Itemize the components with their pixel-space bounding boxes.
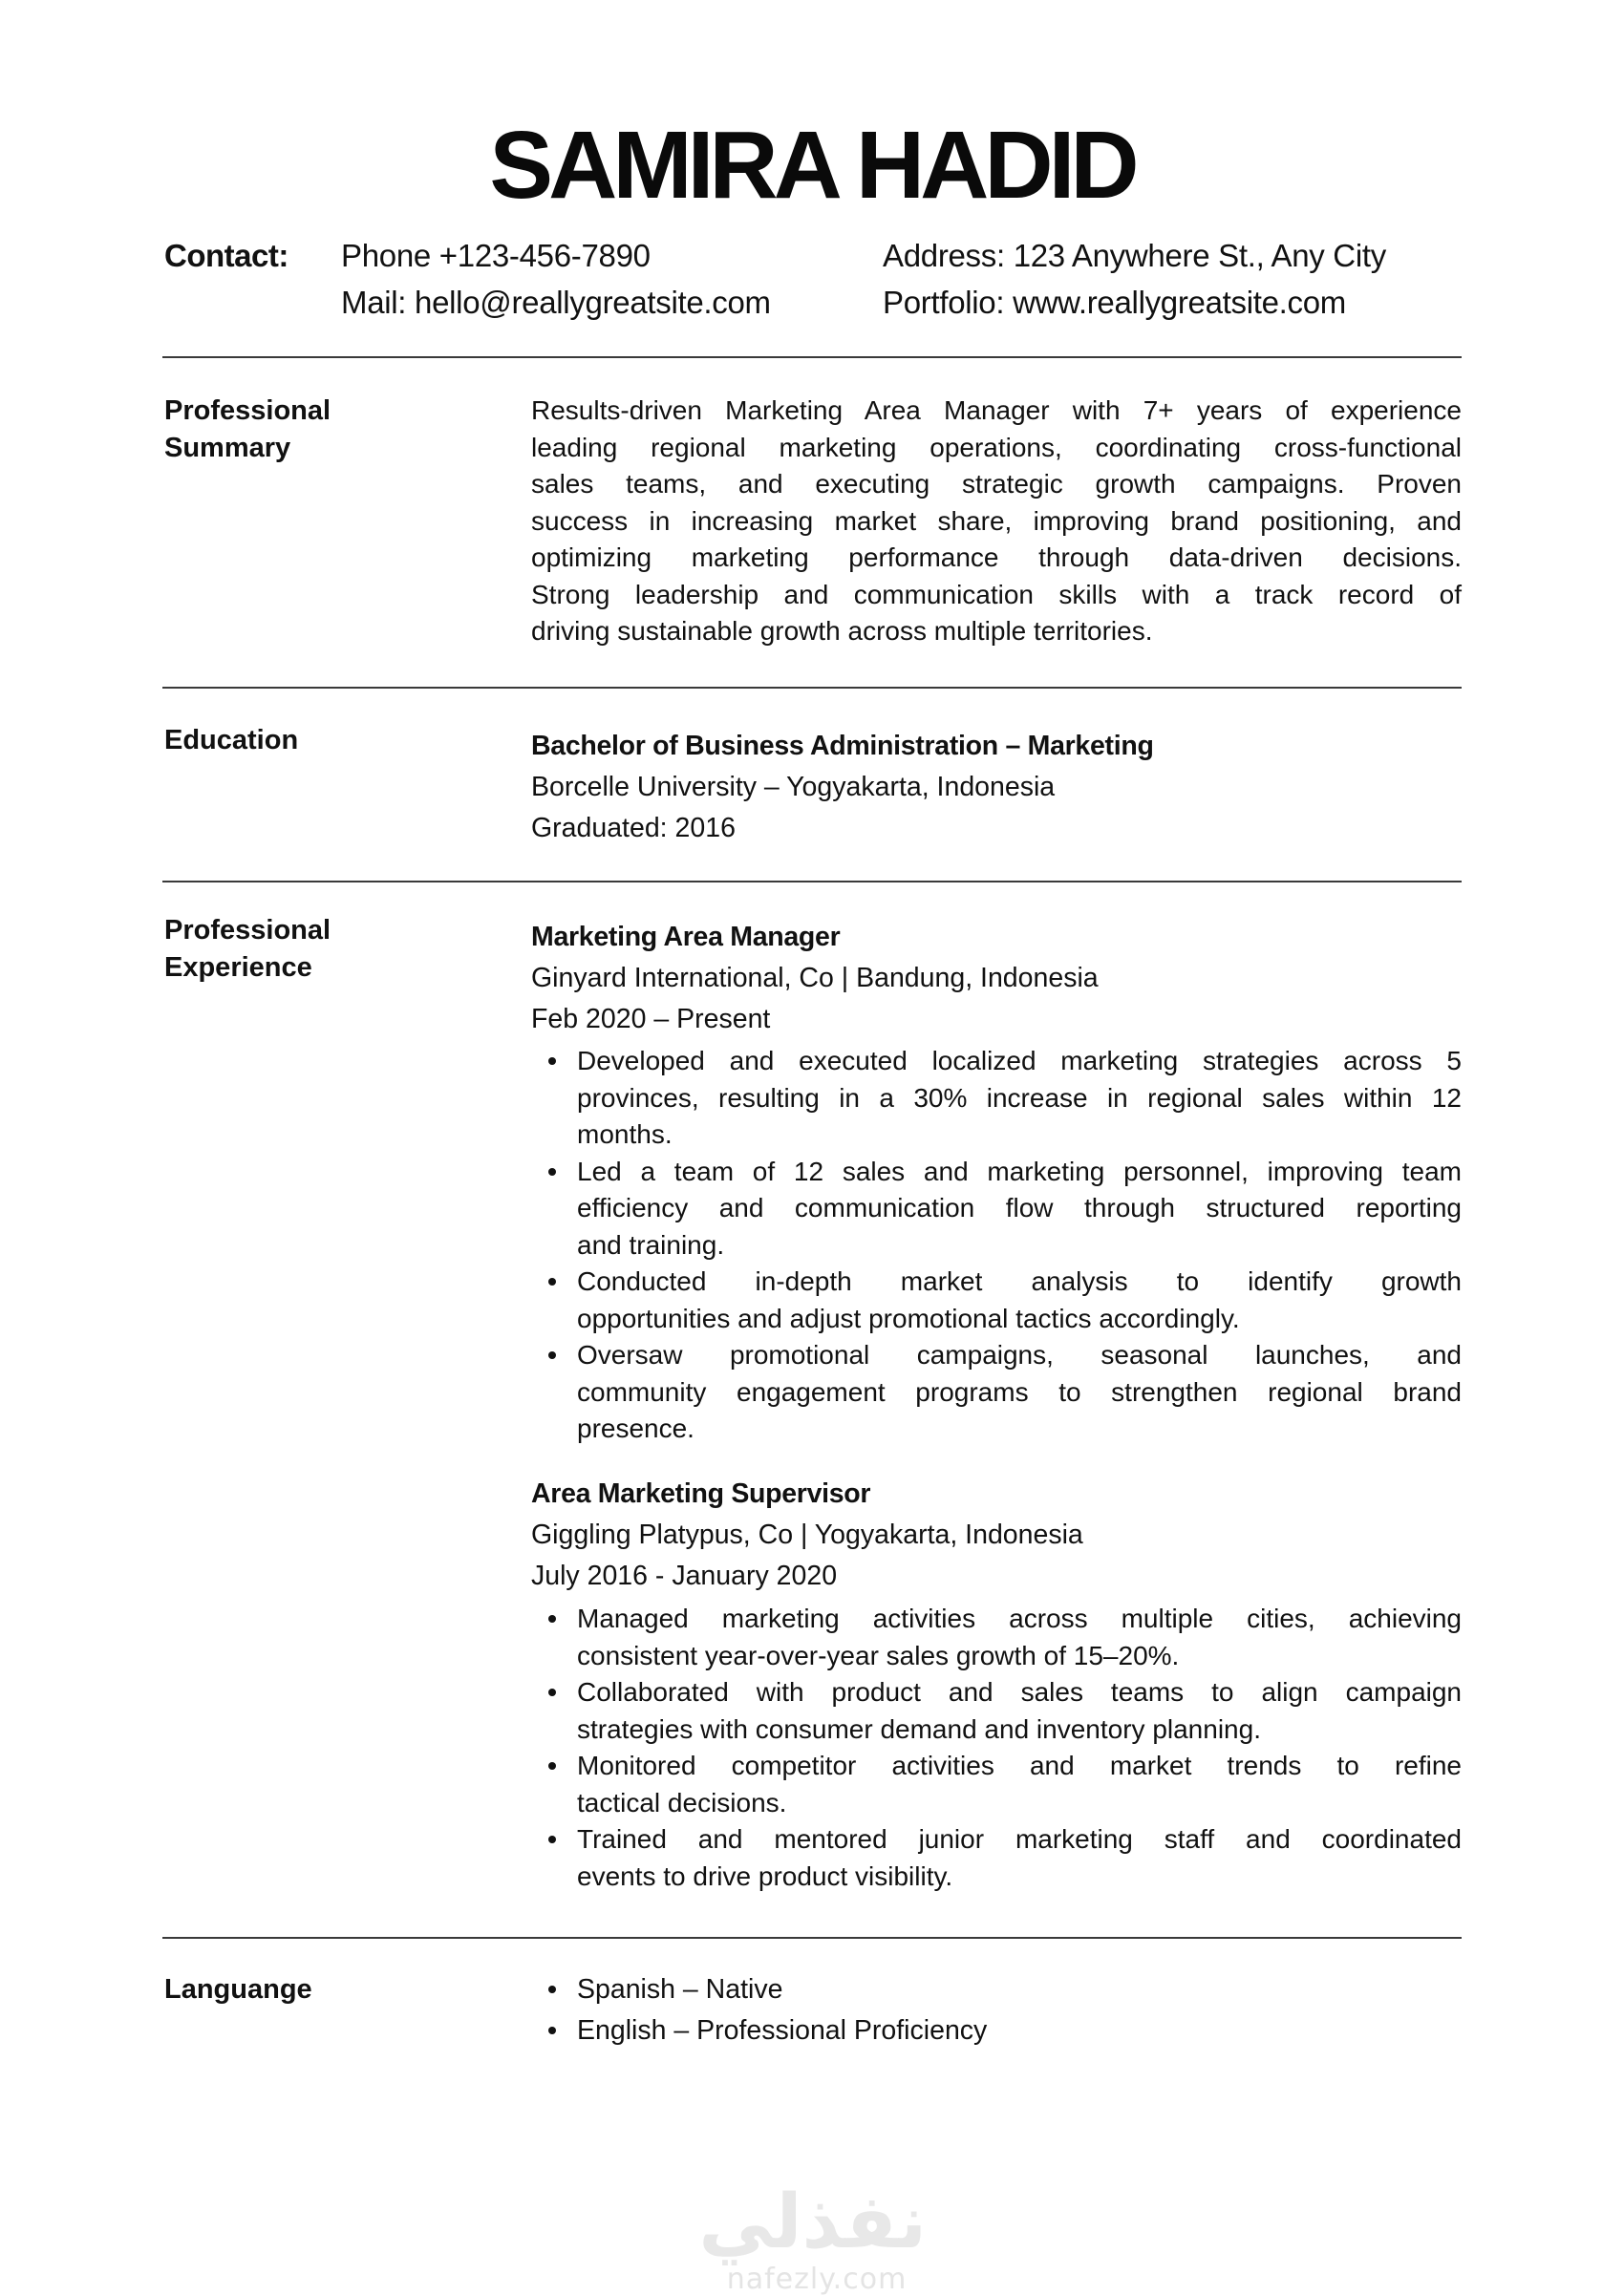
bullet-line: Trained and mentored junior marketing staff and coordinated: [577, 1824, 1462, 1854]
bullet-line: Managed marketing activities across multiple cities, achieving: [577, 1604, 1462, 1633]
contact-address: Address: 123 Anywhere St., Any City: [883, 238, 1386, 273]
language-list: [531, 1969, 1462, 2052]
bullet-icon: [548, 1057, 556, 1065]
section-label-language: Languange: [164, 1974, 312, 2005]
bullet-line: consistent year-over-year sales growth of 15–20%.: [577, 1640, 1180, 1670]
contact-phone: Phone +123-456-7890: [341, 238, 651, 273]
label-line: Experience: [164, 951, 312, 983]
bullet-icon: [548, 1168, 556, 1176]
education-school: Borcelle University – Yogyakarta, Indonesia: [531, 772, 1056, 802]
watermark-logo-latin: nafezly.com: [726, 2263, 908, 2296]
list-item: [531, 2010, 1462, 2052]
bullet-line: provinces, resulting in a 30% increase in regional sales within 12: [577, 1082, 1462, 1113]
bullet-line: events to drive product visibility.: [577, 1860, 953, 1891]
job-title: Marketing Area Manager: [531, 922, 841, 952]
summary-line: Results-driven Marketing Area Manager with 7+ years of experience: [531, 395, 1462, 425]
summary-line: success in increasing market share, improving brand positioning, and: [531, 505, 1462, 536]
bullet-icon: [548, 2027, 556, 2034]
bullet-line: Developed and executed localized marketing strategies across 5: [577, 1046, 1462, 1075]
divider: [162, 687, 1462, 689]
job-bullet-list: [531, 1043, 1462, 1448]
bullet-icon: [548, 1278, 556, 1286]
list-item: [531, 1043, 1462, 1154]
language-item: English – Professional Proficiency: [577, 2015, 988, 2046]
job-dates: July 2016 - January 2020: [531, 1561, 838, 1591]
section-label-experience: [164, 912, 331, 986]
divider: [162, 881, 1462, 882]
section-label-summary: [164, 393, 331, 466]
list-item: [531, 1821, 1462, 1895]
resume-name: SAMIRA HADID: [489, 112, 1135, 219]
job-company: Ginyard International, Co | Bandung, Indonesia: [531, 963, 1099, 993]
bullet-icon: [548, 1689, 556, 1696]
watermark-logo-arabic: نفذلي: [698, 2179, 927, 2265]
bullet-line: opportunities and adjust promotional tactics accordingly.: [577, 1303, 1240, 1333]
summary-line: Strong leadership and communication skills with a track record of: [531, 579, 1462, 609]
bullet-line: presence.: [577, 1414, 694, 1443]
bullet-line: Collaborated with product and sales teams to align campaign: [577, 1677, 1462, 1707]
bullet-line: and training.: [577, 1229, 725, 1260]
contact-portfolio: Portfolio: www.reallygreatsite.com: [883, 285, 1346, 320]
contact-label: Contact:: [164, 238, 288, 273]
job-title: Area Marketing Supervisor: [531, 1478, 871, 1509]
bullet-icon: [548, 1762, 556, 1770]
label-line: Summary: [164, 432, 291, 463]
bullet-icon: [548, 1615, 556, 1623]
language-item: Spanish – Native: [577, 1974, 783, 2005]
bullet-line: community engagement programs to strengthen regional brand: [577, 1376, 1462, 1407]
list-item: [531, 1601, 1462, 1674]
bullet-line: efficiency and communication flow through structured reporting: [577, 1193, 1462, 1222]
divider: [162, 1937, 1462, 1939]
label-line: Professional: [164, 395, 331, 426]
bullet-icon: [548, 1836, 556, 1843]
education-degree: Bachelor of Business Administration – Marketing: [531, 731, 1154, 761]
list-item: [531, 1337, 1462, 1448]
education-entry: [531, 726, 1462, 849]
divider: [162, 356, 1462, 358]
bullet-icon: [548, 1986, 556, 1993]
job-bullet-list: [531, 1601, 1462, 1895]
bullet-line: strategies with consumer demand and inventory planning.: [577, 1713, 1261, 1744]
job-entry: [531, 1474, 1462, 1597]
list-item: [531, 1748, 1462, 1821]
education-graduated: Graduated: 2016: [531, 813, 736, 843]
bullet-line: tactical decisions.: [577, 1787, 787, 1818]
label-line: Professional: [164, 915, 331, 946]
bullet-line: Oversaw promotional campaigns, seasonal launches, and: [577, 1340, 1462, 1370]
bullet-line: Led a team of 12 sales and marketing personnel, improving team: [577, 1156, 1462, 1186]
contact-mail: Mail: hello@reallygreatsite.com: [341, 285, 771, 320]
summary-line: sales teams, and executing strategic growth campaigns. Proven: [531, 469, 1462, 499]
bullet-line: Monitored competitor activities and market trends to refine: [577, 1751, 1462, 1780]
job-entry: [531, 917, 1462, 1040]
summary-line: driving sustainable growth across multiple territories.: [531, 616, 1153, 646]
summary-paragraph: [531, 393, 1462, 650]
list-item: [531, 1264, 1462, 1337]
list-item: [531, 1674, 1462, 1748]
bullet-icon: [548, 1351, 556, 1359]
section-label-education: Education: [164, 725, 299, 755]
summary-line: optimizing marketing performance through data-driven decisions.: [531, 542, 1462, 572]
list-item: [531, 1969, 1462, 2010]
job-dates: Feb 2020 – Present: [531, 1004, 771, 1034]
bullet-line: Conducted in-depth market analysis to identify growth: [577, 1266, 1462, 1296]
bullet-line: months.: [577, 1119, 673, 1149]
list-item: [531, 1154, 1462, 1265]
job-company: Giggling Platypus, Co | Yogyakarta, Indonesia: [531, 1520, 1083, 1550]
summary-line: leading regional marketing operations, coordinating cross-functional: [531, 432, 1462, 462]
